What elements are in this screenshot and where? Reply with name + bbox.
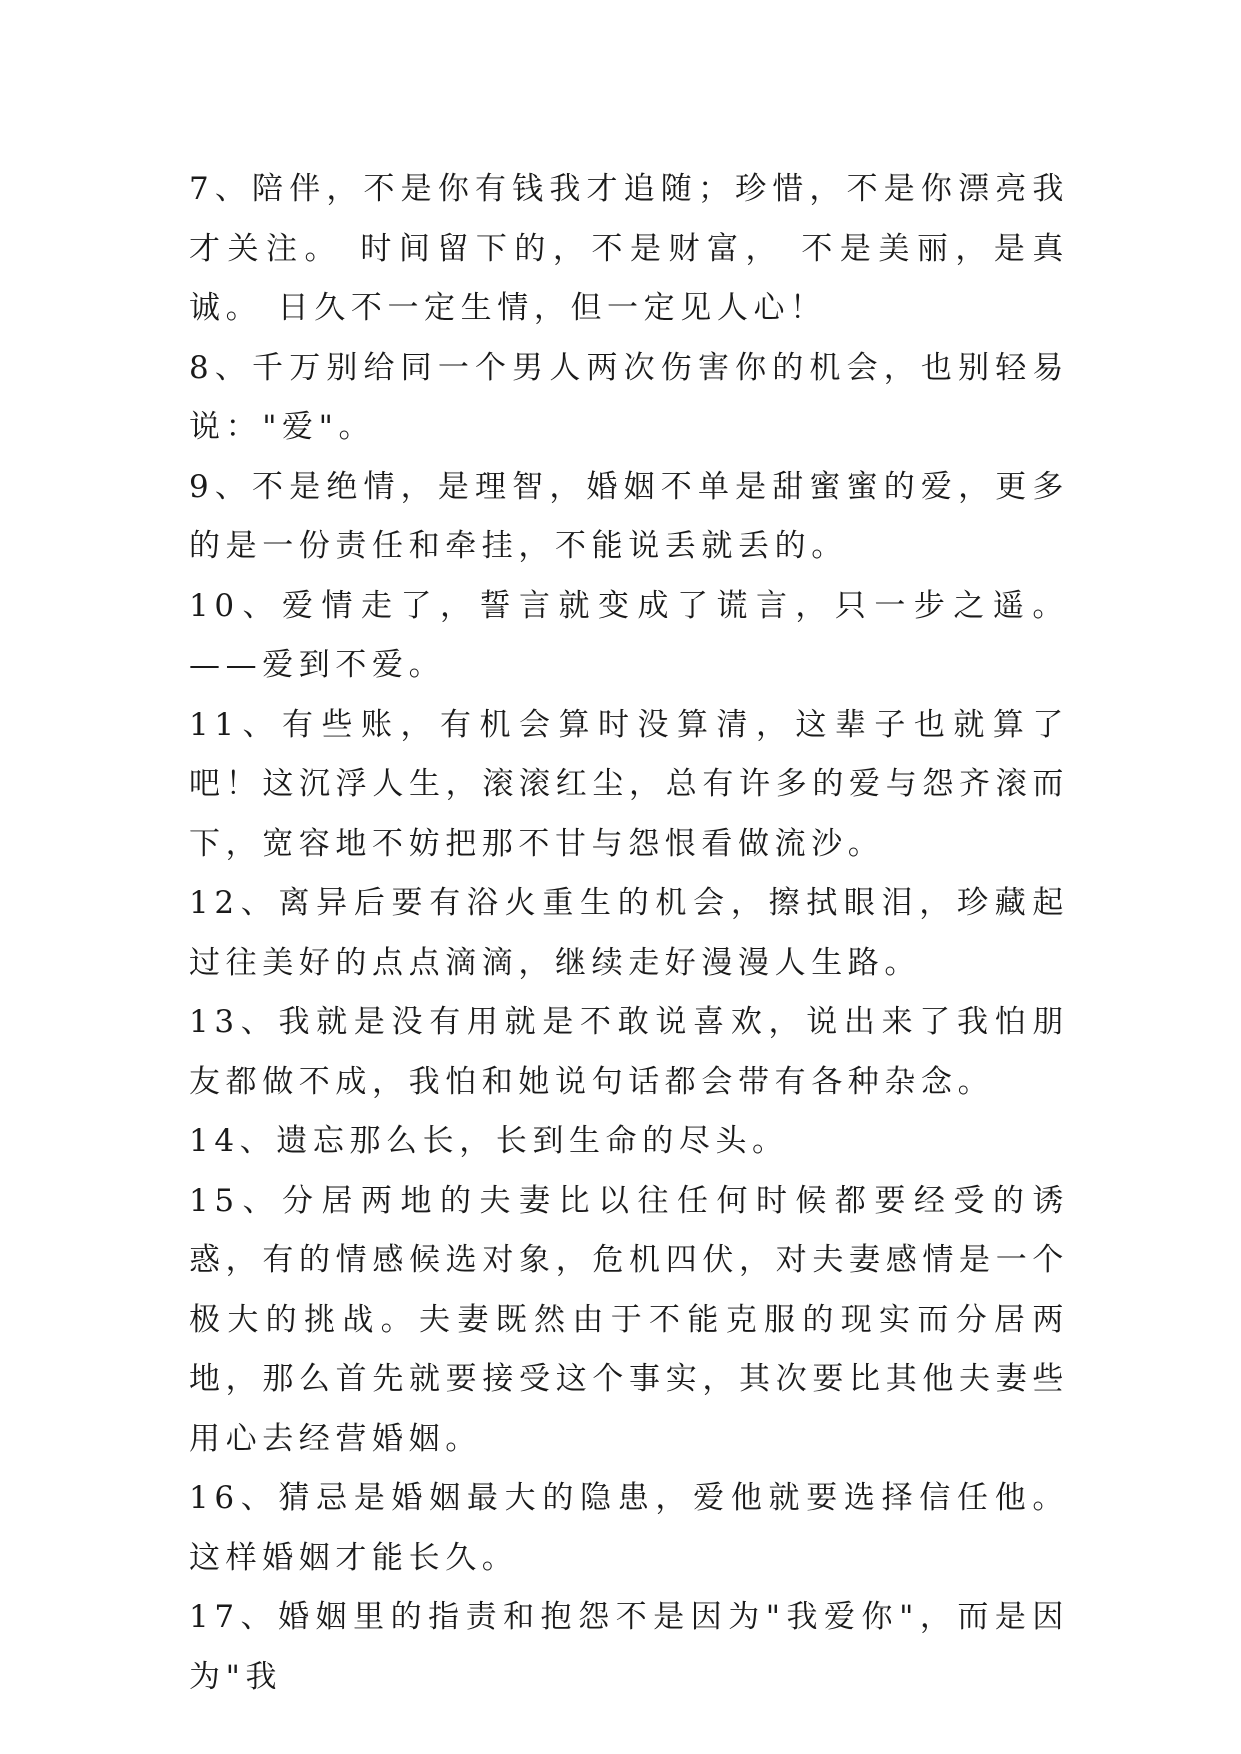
paragraph-12: 12、离异后要有浴火重生的机会，擦拭眼泪，珍藏起过往美好的点点滴滴，继续走好漫漫人生路。 — [189, 885, 1069, 981]
paragraph-16: 16、猜忌是婚姻最大的隐患，爱他就要选择信任他。这样婚姻才能长久。 — [189, 1480, 1069, 1576]
paragraph-11: 11、有些账，有机会算时没算清，这辈子也就算了吧！这沉浮人生，滚滚红尘，总有许多的爱与怨齐滚而下，宽容地不妨把那不甘与怨恨看做流沙。 — [189, 706, 1069, 862]
paragraph-14: 14、遗忘那么长，长到生命的尽头。 — [189, 1123, 789, 1159]
paragraph-15: 15、分居两地的夫妻比以往任何时候都要经受的诱惑，有的情感候选对象，危机四伏，对夫妻感情是一个极大的挑战。夫妻既然由于不能克服的现实而分居两地，那么首先就要接受这个事实，其次要比其他夫妻些用心去经营婚姻。 — [189, 1182, 1069, 1457]
paragraph-13: 13、我就是没有用就是不敢说喜欢，说出来了我怕朋友都做不成，我怕和她说句话都会带有各种杂念。 — [189, 1004, 1069, 1100]
paragraph-9: 9、不是绝情，是理智，婚姻不单是甜蜜蜜的爱，更多的是一份责任和牵挂，不能说丢就丢的。 — [189, 468, 1069, 564]
paragraph-7: 7、陪伴，不是你有钱我才追随；珍惜，不是你漂亮我才关注。 时间留下的，不是财富， 不是美丽，是真诚。 日久不一定生情，但一定见人心！ — [189, 171, 1069, 326]
paragraph-17: 17、婚姻里的指责和抱怨不是因为"我爱你"，而是因为"我 — [189, 1599, 1069, 1695]
document-page — [189, 160, 1069, 1707]
paragraph-10: 10、爱情走了，誓言就变成了谎言，只一步之遥。——爱到不爱。 — [189, 587, 1069, 683]
paragraph-8: 8、千万别给同一个男人两次伤害你的机会，也别轻易说："爱"。 — [189, 349, 1069, 445]
